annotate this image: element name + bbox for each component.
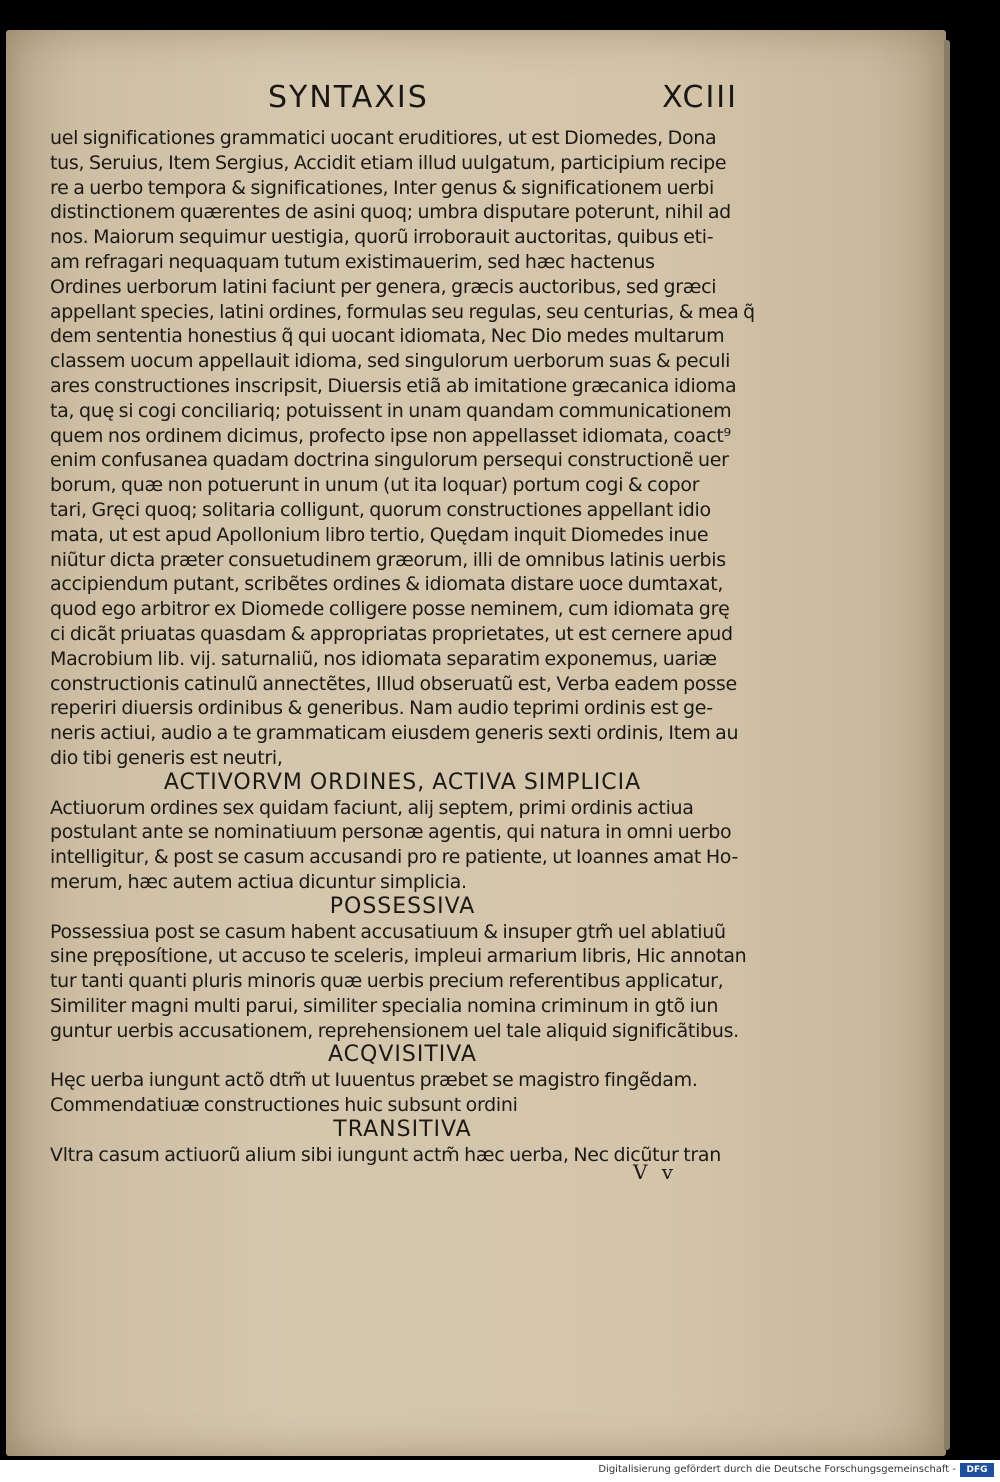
text-line: niũtur dicta præter consuetudinem græorum, illi de omnibus latinis uerbis [50,548,726,571]
folio-number: XCIII [662,80,738,115]
text-line: tur tanti quanti pluris minoris quæ uerbis precium referentibus applicatur, [50,970,724,993]
main-text [50,126,755,1167]
text-line: re a uerbo tempora & significationes, Inter genus & significationem uerbi [50,176,714,199]
text-line: postulant ante se nominatiuum personæ agentis, qui natura in omni uerbo [50,821,732,844]
text-line: ci dicãt priuatas quasdam & appropriatas proprietates, ut est cernere apud [50,622,733,645]
text-line: intelligitur, & post se casum accusandi pro re patiente, ut Ioannes amat Ho- [50,846,739,869]
text-line: appellant species, latini ordines, formulas seu regulas, seu centurias, & mea q̃ [50,300,755,323]
text-line: am refragari nequaquam tutum existimauerim, sed hæc hactenus [50,250,655,273]
running-title: SYNTAXIS [268,80,429,115]
text-line: Hęc uerba iungunt actõ dtm̃ ut Iuuentus præbet se magistro fingẽdam. [50,1069,698,1092]
funding-credit: Digitalisierung gefördert durch die Deutsche Forschungsgemeinschaft - [598,1464,956,1475]
text-line: uel significationes grammatici uocant eruditiores, ut est Diomedes, Dona [50,127,717,149]
text-line: enim confusanea quadam doctrina singulorum persequi constructionẽ uer [50,449,729,472]
text-line: constructionis catinulũ annectẽtes, Illud obseruatũ est, Verba eadem posse [50,672,737,695]
text-line: Ordines uerborum latini faciunt per genera, græcis auctoribus, sed græci [50,275,717,298]
text-line: nos. Maiorum sequimur uestigia, quorũ irroborauit auctoritas, quibus eti- [50,226,714,249]
text-line: guntur uerbis accusationem, reprehensionem uel tale aliquid significãtibus. [50,1019,739,1042]
text-line: dio tibi generis est neutri, [50,746,283,769]
text-line: distinctionem quærentes de asini quoq; umbra disputare poterunt, nihil ad [50,201,731,224]
text-line: tus, Seruius, Item Sergius, Accidit etiam illud uulgatum, participium recipe [50,151,727,174]
section-heading: POSSESSIVA [329,893,476,919]
footer-bar [0,1460,1000,1482]
text-line: quem nos ordinem dicimus, profecto ipse non appellasset idiomata, coact⁹ [50,424,731,447]
text-line: borum, quæ non potuerunt in unum (ut ita loquar) portum cogi & copor [50,474,700,497]
text-line: dem sententia honestius q̃ qui uocant idiomata, Nec Dio medes multarum [50,325,725,348]
text-line: Similiter magni multi parui, similiter specialia nomina criminum in gtõ iun [50,994,719,1017]
text-line: tari, Gręci quoq; solitaria colligunt, quorum constructiones appellant idio [50,498,711,521]
page-edge [944,40,950,1450]
section-heading: ACQVISITIVA [328,1042,477,1068]
text-line: Commendatiuæ constructiones huic subsunt ordini [50,1094,518,1117]
text-line: classem uocum appellauit idioma, sed singulorum uerborum suas & peculi [50,350,731,373]
text-line: merum, hæc autem actiua dicuntur simplicia. [50,870,467,893]
text-line: Vltra casum actiuorũ alium sibi iungunt actm̃ hæc uerba, Nec dicũtur tran [50,1143,722,1166]
signature-mark: V v [633,1160,678,1184]
section-heading: ACTIVORVM ORDINES, ACTIVA SIMPLICIA [163,769,642,795]
text-line: Possessiua post se casum habent accusatiuum & insuper gtm̃ uel ablatiuũ [50,920,726,943]
section-heading: TRANSITIVA [333,1116,472,1142]
text-line: ares constructiones inscripsit, Diuersis etiã ab imitatione græcanica idioma [50,374,737,397]
text-line: mata, ut est apud Apollonium libro tertio, Quędam inquit Diomedes inue [50,523,709,546]
text-line: ta, quę si cogi conciliariq; potuissent in unam quandam communicationem [50,399,732,422]
text-line: quod ego arbitror ex Diomede colligere posse neminem, cum idiomata grę [50,598,730,621]
text-line: Macrobium lib. vij. saturnaliũ, nos idiomata separatim exponemus, uariæ [50,647,717,670]
text-line: neris actiui, audio a te grammaticam eiusdem generis sexti ordinis, Item au [50,722,739,745]
text-line: reperiri diuersis ordinibus & generibus. Nam audio teprimi ordinis est ge- [50,697,713,720]
text-line: sine pręposítione, ut accuso te sceleris, impleui armarium libris, Hic annotan [50,945,747,968]
dfg-logo-icon: DFG [960,1463,994,1477]
text-line: accipiendum putant, scribẽtes ordines & idiomata distare uoce dumtaxat, [50,573,724,596]
text-line: Actiuorum ordines sex quidam faciunt, alij septem, primi ordinis actiua [50,796,694,819]
running-head [268,80,748,124]
